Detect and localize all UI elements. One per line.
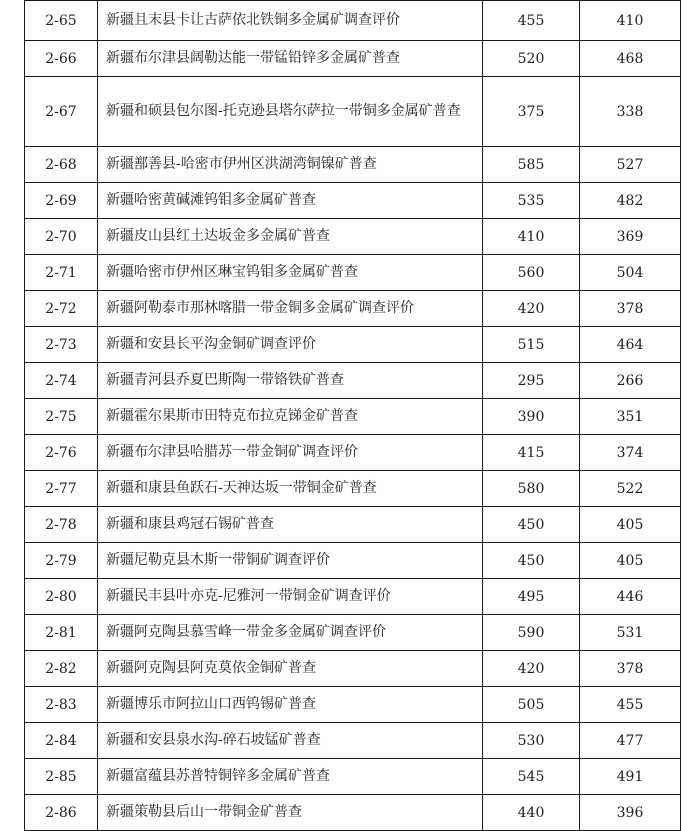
project-name-cell: 新疆和康县鸡冠石锡矿普查 bbox=[98, 507, 483, 543]
project-table bbox=[24, 0, 681, 831]
value-2-cell: 491 bbox=[580, 759, 681, 795]
value-1-cell: 295 bbox=[483, 363, 580, 399]
project-name-cell: 新疆和康县鱼跃石-天神达坂一带铜金矿普查 bbox=[98, 471, 483, 507]
table-row bbox=[25, 291, 681, 327]
value-1-cell: 585 bbox=[483, 147, 580, 183]
table-row bbox=[25, 795, 681, 831]
project-name-cell: 新疆布尔津县哈腊苏一带金铜矿调查评价 bbox=[98, 435, 483, 471]
project-name-cell: 新疆和安县泉水沟-碎石坡锰矿普查 bbox=[98, 723, 483, 759]
project-name-cell: 新疆阿克陶县阿克莫依金铜矿普查 bbox=[98, 651, 483, 687]
table-row bbox=[25, 471, 681, 507]
row-id-cell: 2-82 bbox=[25, 651, 98, 687]
project-name-cell: 新疆和安县长平沟金铜矿调查评价 bbox=[98, 327, 483, 363]
table-row bbox=[25, 543, 681, 579]
row-id-cell: 2-65 bbox=[25, 1, 98, 41]
value-1-cell: 390 bbox=[483, 399, 580, 435]
value-2-cell: 351 bbox=[580, 399, 681, 435]
value-1-cell: 410 bbox=[483, 219, 580, 255]
row-id-cell: 2-80 bbox=[25, 579, 98, 615]
project-name-cell: 新疆和硕县包尔图-托克逊县塔尔萨拉一带铜多金属矿普查 bbox=[98, 77, 483, 147]
value-1-cell: 455 bbox=[483, 1, 580, 41]
table-row bbox=[25, 399, 681, 435]
table-row bbox=[25, 615, 681, 651]
project-name-cell: 新疆哈密黄碱滩钨钼多金属矿普查 bbox=[98, 183, 483, 219]
table-row bbox=[25, 651, 681, 687]
value-1-cell: 440 bbox=[483, 795, 580, 831]
value-2-cell: 464 bbox=[580, 327, 681, 363]
value-2-cell: 527 bbox=[580, 147, 681, 183]
value-1-cell: 420 bbox=[483, 651, 580, 687]
row-id-cell: 2-79 bbox=[25, 543, 98, 579]
value-2-cell: 455 bbox=[580, 687, 681, 723]
row-id-cell: 2-68 bbox=[25, 147, 98, 183]
row-id-cell: 2-81 bbox=[25, 615, 98, 651]
project-name-cell: 新疆策勒县后山一带铜金矿普查 bbox=[98, 795, 483, 831]
value-1-cell: 520 bbox=[483, 41, 580, 77]
value-2-cell: 396 bbox=[580, 795, 681, 831]
row-id-cell: 2-84 bbox=[25, 723, 98, 759]
row-id-cell: 2-74 bbox=[25, 363, 98, 399]
value-2-cell: 477 bbox=[580, 723, 681, 759]
value-2-cell: 468 bbox=[580, 41, 681, 77]
project-name-cell: 新疆青河县乔夏巴斯陶一带铬铁矿普查 bbox=[98, 363, 483, 399]
row-id-cell: 2-83 bbox=[25, 687, 98, 723]
table-row bbox=[25, 579, 681, 615]
row-id-cell: 2-69 bbox=[25, 183, 98, 219]
row-id-cell: 2-75 bbox=[25, 399, 98, 435]
table-row bbox=[25, 255, 681, 291]
value-2-cell: 522 bbox=[580, 471, 681, 507]
project-name-cell: 新疆民丰县叶亦克-尼雅河一带铜金矿调查评价 bbox=[98, 579, 483, 615]
table-row bbox=[25, 327, 681, 363]
table-row bbox=[25, 363, 681, 399]
project-name-cell: 新疆鄯善县-哈密市伊州区洪湖湾铜镍矿普查 bbox=[98, 147, 483, 183]
row-id-cell: 2-85 bbox=[25, 759, 98, 795]
table-row bbox=[25, 77, 681, 147]
table-row bbox=[25, 687, 681, 723]
value-2-cell: 446 bbox=[580, 579, 681, 615]
project-name-cell: 新疆霍尔果斯市田特克布拉克锑金矿普查 bbox=[98, 399, 483, 435]
value-2-cell: 531 bbox=[580, 615, 681, 651]
row-id-cell: 2-66 bbox=[25, 41, 98, 77]
value-2-cell: 338 bbox=[580, 77, 681, 147]
value-1-cell: 590 bbox=[483, 615, 580, 651]
value-1-cell: 560 bbox=[483, 255, 580, 291]
project-table-body bbox=[25, 1, 681, 831]
project-name-cell: 新疆哈密市伊州区琳宝钨钼多金属矿普查 bbox=[98, 255, 483, 291]
value-1-cell: 505 bbox=[483, 687, 580, 723]
value-1-cell: 450 bbox=[483, 507, 580, 543]
value-2-cell: 378 bbox=[580, 651, 681, 687]
value-2-cell: 405 bbox=[580, 507, 681, 543]
table-row bbox=[25, 507, 681, 543]
value-1-cell: 580 bbox=[483, 471, 580, 507]
value-1-cell: 415 bbox=[483, 435, 580, 471]
value-2-cell: 266 bbox=[580, 363, 681, 399]
value-1-cell: 515 bbox=[483, 327, 580, 363]
value-2-cell: 369 bbox=[580, 219, 681, 255]
table-row bbox=[25, 41, 681, 77]
row-id-cell: 2-72 bbox=[25, 291, 98, 327]
project-name-cell: 新疆皮山县红土达坂金多金属矿普查 bbox=[98, 219, 483, 255]
value-1-cell: 530 bbox=[483, 723, 580, 759]
table-row bbox=[25, 1, 681, 41]
value-1-cell: 495 bbox=[483, 579, 580, 615]
project-name-cell: 新疆博乐市阿拉山口西钨锡矿普查 bbox=[98, 687, 483, 723]
project-name-cell: 新疆尼勒克县木斯一带铜矿调查评价 bbox=[98, 543, 483, 579]
row-id-cell: 2-86 bbox=[25, 795, 98, 831]
row-id-cell: 2-67 bbox=[25, 77, 98, 147]
value-2-cell: 482 bbox=[580, 183, 681, 219]
project-name-cell: 新疆富蕴县苏普特铜锌多金属矿普查 bbox=[98, 759, 483, 795]
value-1-cell: 420 bbox=[483, 291, 580, 327]
project-name-cell: 新疆阿勒泰市那林喀腊一带金铜多金属矿调查评价 bbox=[98, 291, 483, 327]
row-id-cell: 2-71 bbox=[25, 255, 98, 291]
row-id-cell: 2-70 bbox=[25, 219, 98, 255]
value-2-cell: 378 bbox=[580, 291, 681, 327]
project-name-cell: 新疆布尔津县阔勒达能一带锰铅锌多金属矿普查 bbox=[98, 41, 483, 77]
table-row bbox=[25, 723, 681, 759]
project-name-cell: 新疆阿克陶县慕雪峰一带金多金属矿调查评价 bbox=[98, 615, 483, 651]
value-2-cell: 405 bbox=[580, 543, 681, 579]
row-id-cell: 2-76 bbox=[25, 435, 98, 471]
value-1-cell: 375 bbox=[483, 77, 580, 147]
value-1-cell: 450 bbox=[483, 543, 580, 579]
table-row bbox=[25, 219, 681, 255]
value-2-cell: 504 bbox=[580, 255, 681, 291]
project-name-cell: 新疆且末县卡让古萨依北铁铜多金属矿调查评价 bbox=[98, 1, 483, 41]
value-2-cell: 410 bbox=[580, 1, 681, 41]
value-1-cell: 535 bbox=[483, 183, 580, 219]
row-id-cell: 2-73 bbox=[25, 327, 98, 363]
table-row bbox=[25, 147, 681, 183]
value-2-cell: 374 bbox=[580, 435, 681, 471]
table-row bbox=[25, 435, 681, 471]
table-row bbox=[25, 759, 681, 795]
row-id-cell: 2-78 bbox=[25, 507, 98, 543]
row-id-cell: 2-77 bbox=[25, 471, 98, 507]
value-1-cell: 545 bbox=[483, 759, 580, 795]
table-row bbox=[25, 183, 681, 219]
